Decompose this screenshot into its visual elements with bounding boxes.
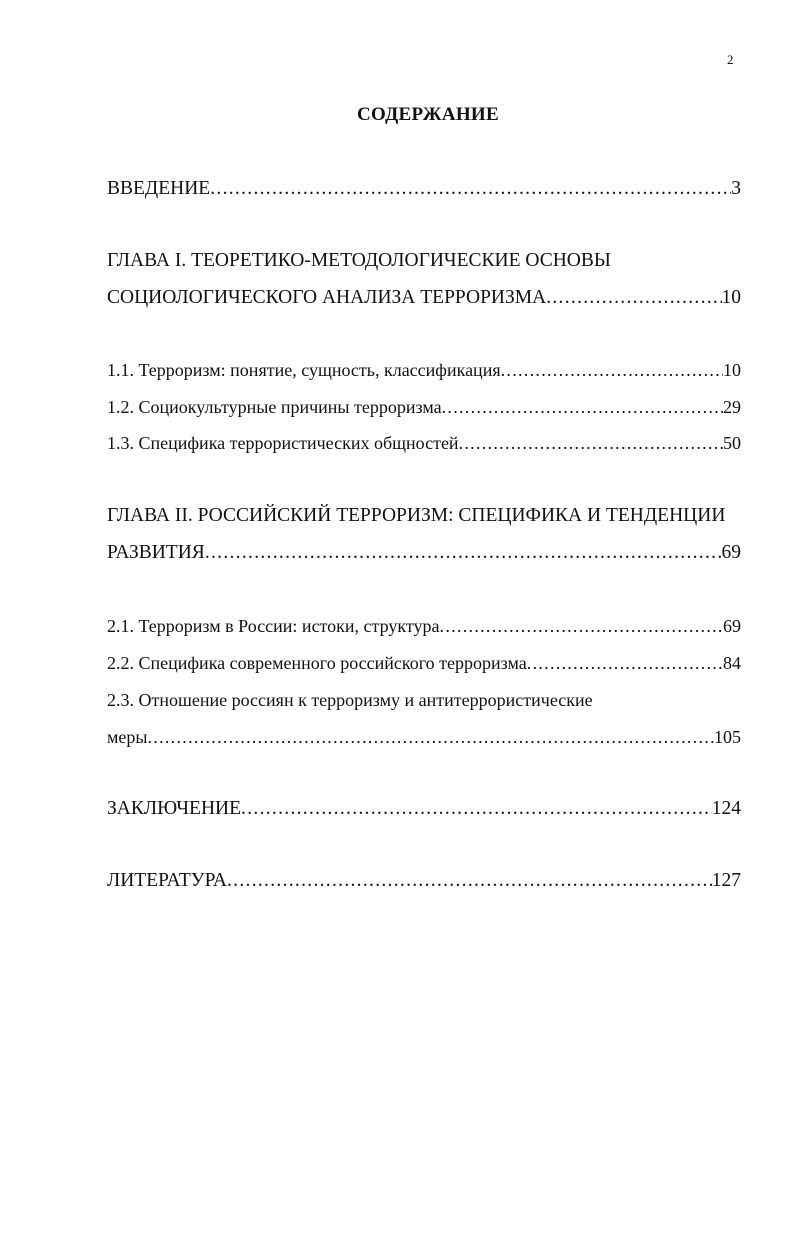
toc-section-2-2[interactable] — [107, 650, 741, 676]
toc-entry-label: 1.1. Терроризм: понятие, сущность, классификация — [107, 360, 501, 380]
toc-section-1-1[interactable] — [107, 357, 741, 383]
toc-leader-dots — [442, 394, 723, 420]
toc-chapter-2[interactable] — [107, 540, 741, 566]
toc-entry-label: 2.3. Отношение россиян к терроризму и антитеррористические — [107, 690, 593, 710]
toc-entry-label: ВВЕДЕНИЕ — [107, 178, 211, 199]
toc-entry-page: 3 — [731, 178, 741, 199]
toc-section-1-2[interactable] — [107, 394, 741, 420]
toc-entry-label: ЛИТЕРАТУРА — [107, 870, 227, 891]
toc-entry-introduction[interactable] — [107, 176, 741, 202]
toc-entry-literature[interactable] — [107, 868, 741, 894]
toc-entry-label: ЗАКЛЮЧЕНИЕ — [107, 798, 242, 819]
toc-section-2-3[interactable] — [107, 724, 741, 750]
toc-chapter-1[interactable] — [107, 285, 741, 311]
toc-section-2-3-title-line1[interactable] — [107, 687, 741, 713]
toc-entry-label: 2.2. Специфика современного российского терроризма — [107, 653, 527, 673]
toc-entry-page: 10 — [721, 287, 741, 308]
toc-chapter-label: ГЛАВА II. РОССИЙСКИЙ ТЕРРОРИЗМ: СПЕЦИФИКА И ТЕНДЕНЦИИ — [107, 505, 726, 526]
toc-leader-dots — [227, 868, 712, 894]
toc-entry-label: 2.1. Терроризм в России: истоки, структура — [107, 616, 440, 636]
toc-entry-conclusion[interactable] — [107, 796, 741, 822]
toc-leader-dots — [459, 430, 723, 456]
toc-entry-page: 10 — [723, 360, 741, 380]
toc-leader-dots — [546, 285, 721, 311]
toc-entry-label: РАЗВИТИЯ — [107, 542, 205, 563]
toc-chapter-2-title-line1[interactable] — [107, 503, 767, 529]
toc-leader-dots — [241, 796, 712, 822]
toc-leader-dots — [210, 176, 731, 202]
toc-leader-dots — [205, 540, 722, 566]
toc-entry-label: 1.3. Специфика террористических общностей — [107, 433, 459, 453]
toc-section-2-1[interactable] — [107, 613, 741, 639]
toc-entry-page: 105 — [714, 727, 741, 747]
toc-entry-label: СОЦИОЛОГИЧЕСКОГО АНАЛИЗА ТЕРРОРИЗМА — [107, 287, 547, 308]
toc-entry-page: 124 — [711, 798, 741, 819]
toc-leader-dots — [527, 650, 723, 676]
toc-entry-label: меры — [107, 727, 148, 747]
toc-chapter-1-title-line1[interactable] — [107, 248, 747, 274]
toc-entry-page: 69 — [723, 616, 741, 636]
toc-leader-dots — [501, 357, 723, 383]
toc-entry-page: 29 — [723, 397, 741, 417]
toc-entry-page: 69 — [721, 542, 741, 563]
toc-chapter-label: ГЛАВА I. ТЕОРЕТИКО-МЕТОДОЛОГИЧЕСКИЕ ОСНОВЫ — [107, 250, 611, 271]
toc-section-1-3[interactable] — [107, 430, 741, 456]
toc-entry-page: 127 — [711, 870, 741, 891]
toc-leader-dots — [440, 613, 723, 639]
page-title: СОДЕРЖАНИЕ — [357, 104, 499, 125]
toc-leader-dots — [147, 724, 714, 750]
page-number: 2 — [727, 52, 734, 67]
toc-entry-page: 84 — [723, 653, 741, 673]
toc-entry-page: 50 — [723, 433, 741, 453]
toc-entry-label: 1.2. Социокультурные причины терроризма — [107, 397, 442, 417]
